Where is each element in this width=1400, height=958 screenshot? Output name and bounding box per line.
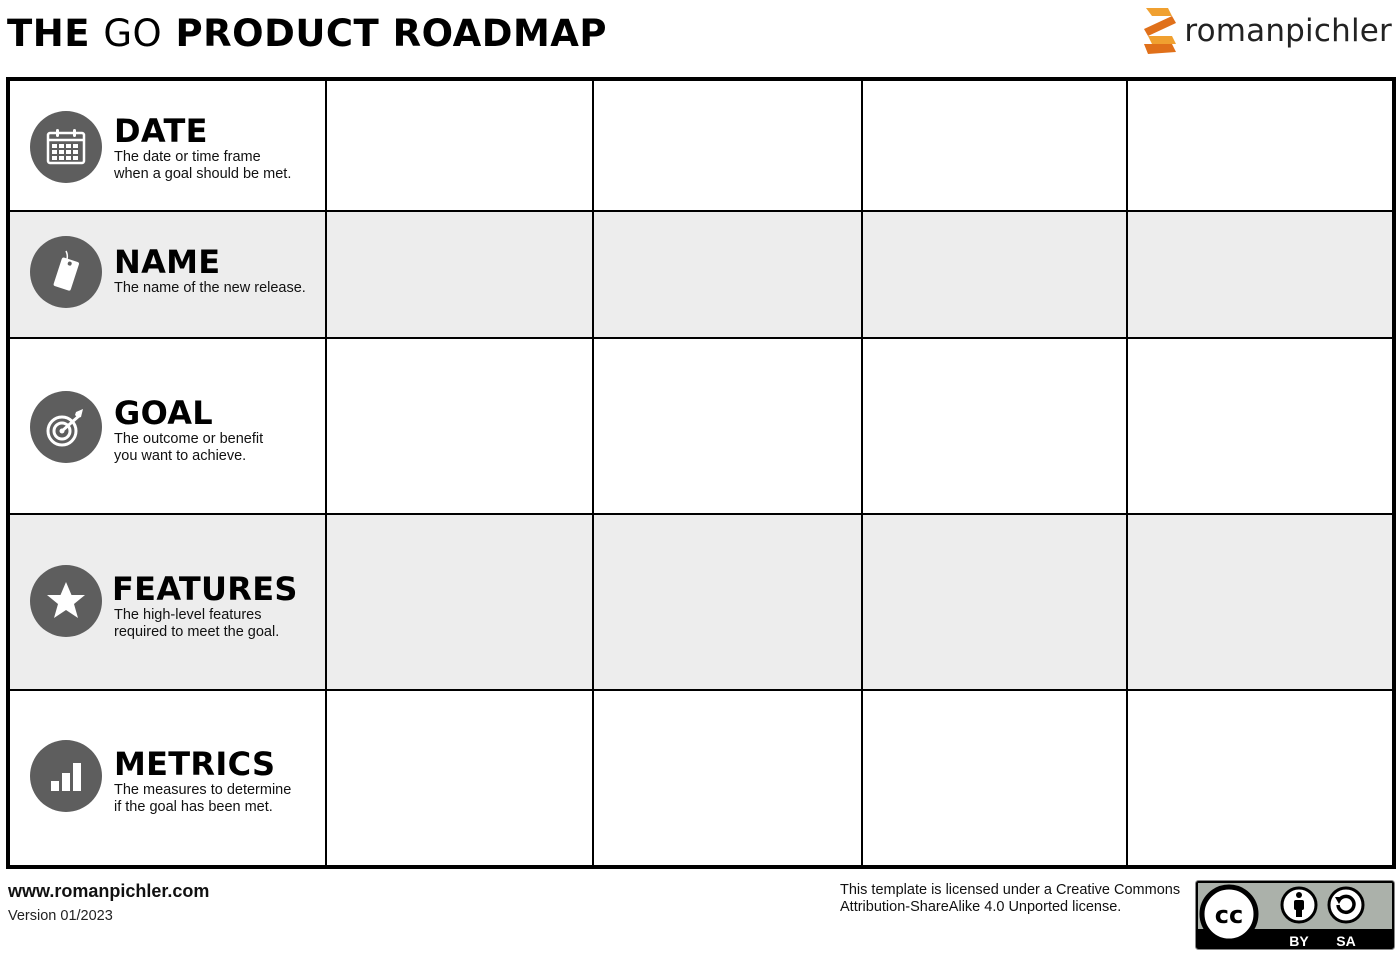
cc-by-sa-badge[interactable] <box>1195 880 1395 950</box>
roadmap-cell[interactable] <box>594 81 863 212</box>
roadmap-grid <box>6 77 1396 869</box>
page-title <box>7 12 607 55</box>
star-icon <box>30 565 102 637</box>
row-label-goal <box>10 339 327 515</box>
title-part-the: THE <box>7 12 104 55</box>
sa-label: SA <box>1336 933 1356 949</box>
row-heading: NAME <box>114 243 221 281</box>
row-heading: METRICS <box>114 745 276 783</box>
roadmap-cell[interactable] <box>594 691 863 865</box>
roadmap-cell[interactable] <box>1128 81 1392 212</box>
title-part-go: GO <box>103 12 163 55</box>
brand <box>1142 6 1392 56</box>
row-description: The name of the new release. <box>114 280 306 296</box>
brand-name: romanpichler <box>1184 13 1392 49</box>
row-label-date <box>10 81 327 212</box>
row-heading: DATE <box>114 112 208 150</box>
roadmap-cell[interactable] <box>863 515 1128 691</box>
roadmap-cell[interactable] <box>863 691 1128 865</box>
roadmap-cell[interactable] <box>1128 515 1392 691</box>
row-heading: GOAL <box>114 394 213 432</box>
roadmap-cell[interactable] <box>863 339 1128 515</box>
roadmap-cell[interactable] <box>1128 339 1392 515</box>
row-description: The high-level features required to meet the goal. <box>114 607 280 640</box>
bar-chart-icon <box>30 740 102 812</box>
roadmap-cell[interactable] <box>594 515 863 691</box>
roadmap-cell[interactable] <box>327 81 594 212</box>
romanpichler-logo-icon <box>1142 6 1176 56</box>
row-label-name <box>10 212 327 339</box>
roadmap-cell[interactable] <box>1128 691 1392 865</box>
roadmap-cell[interactable] <box>863 212 1128 339</box>
footer-version: Version 01/2023 <box>8 908 113 924</box>
target-icon <box>30 391 102 463</box>
row-label-features <box>10 515 327 691</box>
roadmap-cell[interactable] <box>594 212 863 339</box>
roadmap-cell[interactable] <box>327 691 594 865</box>
calendar-icon <box>30 111 102 183</box>
title-part-roadmap: PRODUCT ROADMAP <box>162 12 608 55</box>
roadmap-cell[interactable] <box>327 515 594 691</box>
roadmap-cell[interactable] <box>594 339 863 515</box>
share-alike-icon <box>1329 888 1363 922</box>
roadmap-cell[interactable] <box>327 212 594 339</box>
footer-url[interactable]: www.romanpichler.com <box>8 881 210 901</box>
by-label: BY <box>1289 933 1309 949</box>
roadmap-cell[interactable] <box>327 339 594 515</box>
cc-icon <box>1202 887 1256 941</box>
attribution-icon <box>1282 888 1316 922</box>
cc-label: cc <box>1214 901 1244 929</box>
row-description: The measures to determine if the goal has been met. <box>114 782 292 815</box>
roadmap-cell[interactable] <box>863 81 1128 212</box>
row-label-metrics <box>10 691 327 865</box>
row-description: The date or time frame when a goal should be met. <box>114 149 292 182</box>
row-heading: FEATURES <box>112 570 298 608</box>
tag-icon <box>30 236 102 308</box>
license-text: This template is licensed under a Creative Commons Attribution-ShareAlike 4.0 Unported license. <box>840 882 1181 915</box>
roadmap-cell[interactable] <box>1128 212 1392 339</box>
row-description: The outcome or benefit you want to achieve. <box>114 431 264 464</box>
